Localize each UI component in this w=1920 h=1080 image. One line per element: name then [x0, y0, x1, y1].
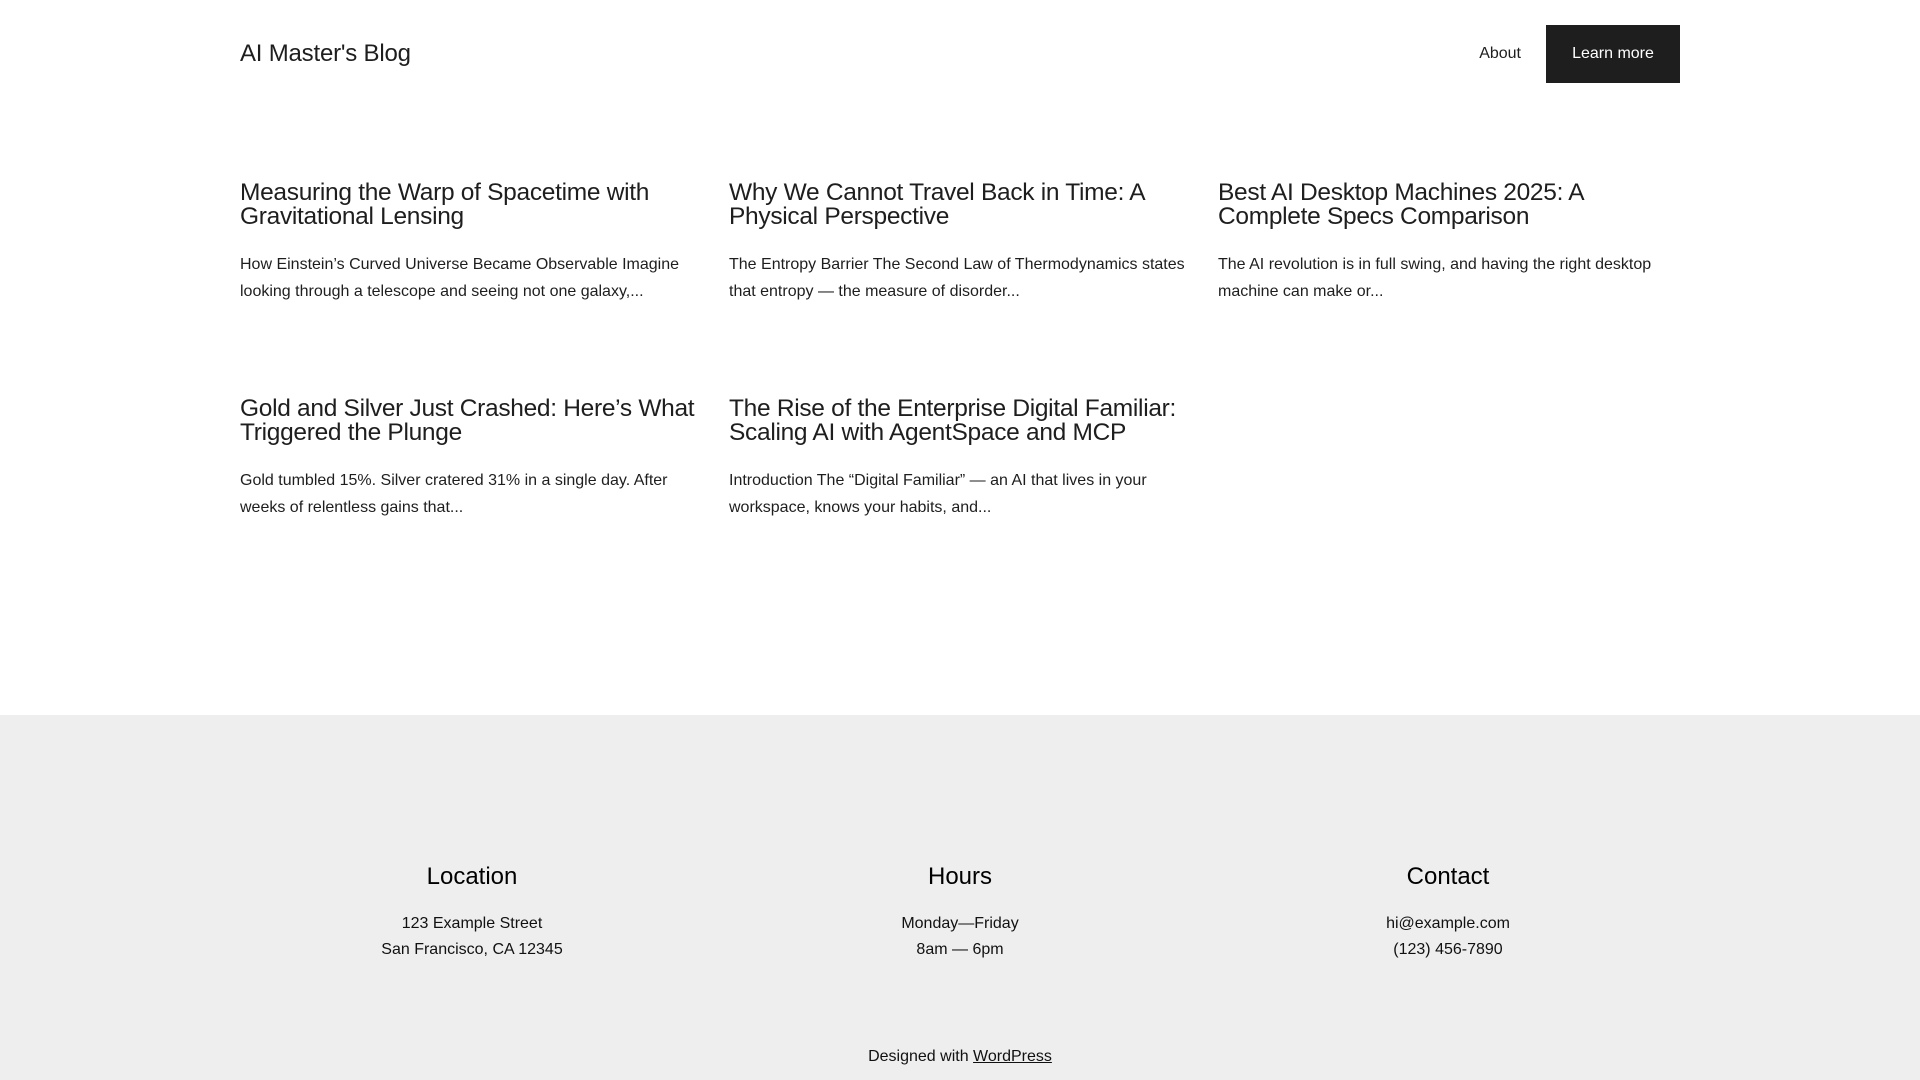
- wordpress-link[interactable]: WordPress: [973, 1048, 1052, 1065]
- address-line-2: San Francisco, CA 12345: [381, 941, 563, 958]
- site-footer: [0, 715, 1920, 1080]
- footer-credit: [0, 1048, 1920, 1066]
- site-header: [240, 25, 1680, 83]
- footer-contact: [1216, 861, 1680, 963]
- post-title: [240, 181, 704, 229]
- hours-days: Monday—Friday: [901, 915, 1019, 932]
- post-grid: [240, 181, 1680, 613]
- footer-location-heading: Location: [426, 863, 518, 890]
- address-line-1: 123 Example Street: [401, 915, 543, 932]
- post-title: [729, 181, 1193, 229]
- nav-about-link[interactable]: About: [1479, 45, 1521, 62]
- footer-location: [240, 861, 704, 963]
- post-card: [240, 181, 704, 397]
- contact-email: hi@example.com: [1386, 915, 1510, 932]
- post-excerpt: How Einstein’s Curved Universe Became Observable Imagine looking through a telescope and seeing not one galaxy,...: [240, 256, 680, 300]
- hours-times: 8am — 6pm: [916, 941, 1004, 958]
- post-title-link[interactable]: Gold and Silver Just Crashed: Here’s What Triggered the Plunge: [240, 395, 695, 446]
- post-excerpt: Introduction The “Digital Familiar” — an AI that lives in your workspace, knows your habits, and...: [729, 472, 1147, 516]
- post-title-link[interactable]: Measuring the Warp of Spacetime with Gravitational Lensing: [240, 179, 650, 230]
- post-card: [729, 181, 1193, 397]
- post-title-link[interactable]: Why We Cannot Travel Back in Time: A Physical Perspective: [729, 179, 1144, 230]
- footer-hours-text: [715, 911, 1205, 963]
- post-excerpt: The Entropy Barrier The Second Law of Thermodynamics states that entropy — the measure of disorder...: [729, 256, 1185, 300]
- footer-contact-text: [1216, 911, 1680, 963]
- site-title-link[interactable]: AI Master's Blog: [240, 40, 411, 67]
- learn-more-button[interactable]: Learn more: [1546, 25, 1680, 83]
- post-card: [729, 397, 1193, 613]
- post-card: [240, 397, 704, 613]
- post-title-link[interactable]: The Rise of the Enterprise Digital Familiar: Scaling AI with AgentSpace and MCP: [729, 395, 1177, 446]
- footer-contact-heading: Contact: [1406, 863, 1490, 890]
- footer-hours: [715, 861, 1205, 963]
- post-title: [729, 397, 1193, 445]
- post-excerpt: The AI revolution is in full swing, and having the right desktop machine can make or...: [1218, 256, 1652, 300]
- footer-location-address: [240, 911, 704, 963]
- post-title: [1218, 181, 1682, 229]
- post-title-link[interactable]: Best AI Desktop Machines 2025: A Complete Specs Comparison: [1218, 179, 1583, 230]
- post-title: [240, 397, 704, 445]
- main-nav: [1479, 25, 1680, 83]
- credit-prefix: Designed with: [868, 1048, 974, 1065]
- footer-columns: [240, 861, 1680, 963]
- post-excerpt: Gold tumbled 15%. Silver cratered 31% in a single day. After weeks of relentless gains that...: [240, 472, 668, 516]
- footer-hours-heading: Hours: [927, 863, 993, 890]
- post-card: [1218, 181, 1682, 397]
- contact-phone: (123) 456-7890: [1393, 941, 1503, 958]
